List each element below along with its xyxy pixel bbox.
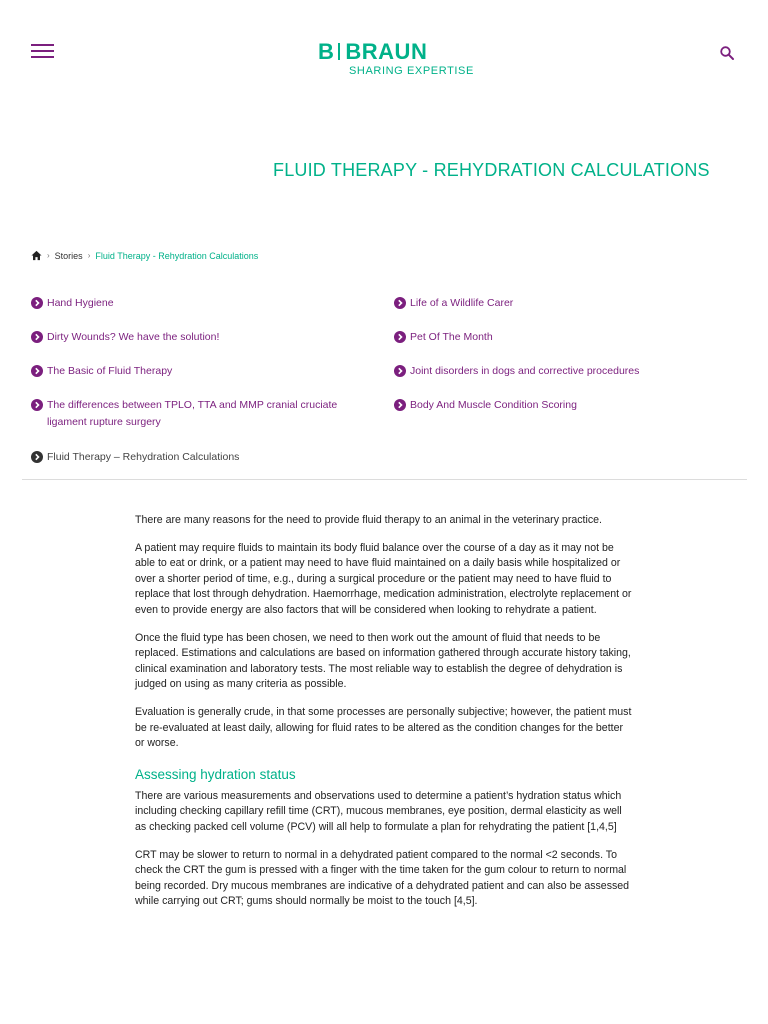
logo-braun: BRAUN — [345, 39, 428, 64]
nav-item-label: The Basic of Fluid Therapy — [47, 365, 173, 377]
breadcrumb-current: Fluid Therapy - Rehydration Calculations — [95, 250, 259, 261]
article-paragraph: CRT may be slower to return to normal in a dehydrated patient compared to the normal <2 seconds. To check the CRT the gum is pressed with a finger with the time taken for the gum colour to return to normal being recorded. Dry mucous membranes are indicative of a dehydrated patient and can also be assessed while carrying out CRT; gums should normally be moist to the touch [4,5]. — [135, 848, 630, 908]
nav-item-label: Body And Muscle Condition Scoring — [410, 399, 577, 411]
chevron-circle-icon — [31, 399, 43, 411]
article-paragraph: Evaluation is generally crude, in that some processes are personally subjective; however, the patient must be re-evaluated at least daily, allowing for fluid rates to be altered as the condition changes for the better or worse. — [135, 705, 632, 750]
nav-item-basic-fluid-therapy[interactable] — [31, 363, 172, 380]
breadcrumb — [31, 250, 258, 261]
logo-b: B — [318, 39, 335, 64]
nav-item-label: Hand Hygiene — [47, 297, 114, 309]
article-paragraph: Once the fluid type has been chosen, we need to then work out the amount of fluid that needs to be replaced. Estimations and calculations are based on information gathered through accurate history taking, clinical examination and laboratory tests. The most reliable way to establish the degree of dehydration is judged on using as many criteria as possible. — [135, 631, 631, 691]
article-paragraph: There are various measurements and observations used to determine a patient’s hydration status which including checking capillary refill time (CRT), mucous membranes, eye position, dermal elasticity as well as checking packed cell volume (PCV) will all help to formulate a plan for rehydrating the patient [1,4,5] — [135, 789, 622, 833]
nav-item-body-condition-scoring[interactable] — [394, 397, 577, 414]
article-paragraph: There are many reasons for the need to provide fluid therapy to an animal in the veterinary practice. — [135, 514, 602, 526]
section-heading: Assessing hydration status — [135, 766, 296, 782]
chevron-circle-icon — [31, 297, 43, 309]
nav-item-label: Fluid Therapy – Rehydration Calculations — [47, 451, 240, 463]
chevron-circle-icon — [394, 297, 406, 309]
nav-item-joint-disorders[interactable] — [394, 363, 639, 380]
nav-item-label: Life of a Wildlife Carer — [410, 297, 514, 309]
nav-item-label: Pet Of The Month — [410, 331, 493, 343]
nav-item-dirty-wounds[interactable] — [31, 329, 219, 346]
nav-item-tplo-tta-mmp[interactable] — [31, 397, 347, 431]
breadcrumb-stories[interactable]: Stories — [54, 250, 83, 261]
nav-item-label: Dirty Wounds? We have the solution! — [47, 331, 220, 343]
logo-tagline: SHARING EXPERTISE — [349, 65, 474, 77]
chevron-circle-icon — [31, 451, 43, 463]
nav-item-hand-hygiene[interactable] — [31, 295, 114, 312]
page-title: FLUID THERAPY - REHYDRATION CALCULATIONS — [273, 160, 710, 180]
bbraun-logo[interactable] — [318, 39, 478, 79]
nav-item-pet-of-the-month[interactable] — [394, 329, 493, 346]
chevron-right-icon: › — [87, 251, 91, 260]
nav-item-label: The differences between TPLO, TTA and MMP cranial cruciate ligament rupture surgery — [47, 399, 338, 428]
article-paragraph: A patient may require fluids to maintain its body fluid balance over the course of a day as it may not be able to eat or drink, or a patient may need to have fluid maintained on a daily basis while hospitalized or over a shorter period of time, e.g., during a surgical procedure or the patient may need to have fluid to replace that lost through dehydration. Haemorrhage, medication administration, electrolyte replacement or even to provide energy are also factors that will be considered when looking to rehydrate a patient. — [135, 541, 632, 616]
chevron-circle-icon — [31, 365, 43, 377]
menu-icon[interactable] — [31, 44, 54, 58]
logo-wordmark — [318, 39, 427, 65]
nav-item-wildlife-carer[interactable] — [394, 295, 513, 312]
chevron-circle-icon — [31, 331, 43, 343]
article-body — [135, 513, 635, 922]
chevron-circle-icon — [394, 365, 406, 377]
nav-item-label: Joint disorders in dogs and corrective procedures — [410, 365, 640, 377]
chevron-circle-icon — [394, 399, 406, 411]
search-icon[interactable] — [719, 45, 735, 61]
chevron-right-icon: › — [47, 251, 50, 260]
divider — [22, 479, 747, 480]
chevron-circle-icon — [394, 331, 406, 343]
home-icon[interactable] — [31, 250, 42, 261]
nav-item-current — [31, 449, 239, 466]
